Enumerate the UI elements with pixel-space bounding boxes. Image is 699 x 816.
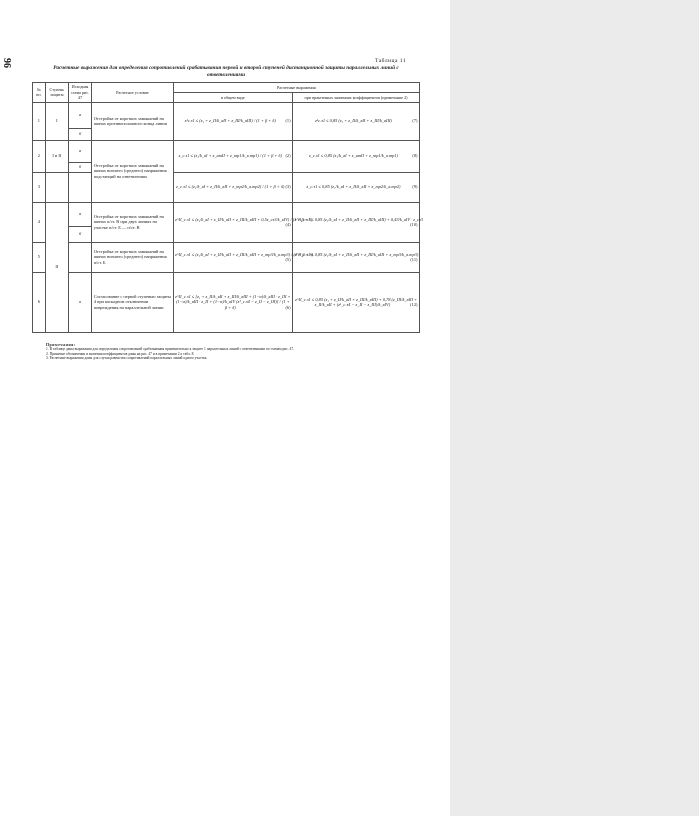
table-notes xyxy=(46,343,426,361)
formula-text: z_с.з1 ≤ 0,85 (z₁/k_вI + z_нтII + z_тр1/k_в.тр1) xyxy=(308,153,398,159)
formula-number: (7) xyxy=(412,118,418,124)
notes-heading: Примечания: xyxy=(46,343,76,347)
page-number: 96 xyxy=(1,58,12,68)
formula-general xyxy=(173,242,314,272)
formula-practical xyxy=(293,202,423,242)
formula-text: z_с.з1 ≤ (z₁/k_вI + z_нтII + z_тр1/k_в.тр1) / (1 + β + δ) xyxy=(178,153,282,159)
formula-number: (12) xyxy=(410,302,418,308)
row-num: 4 xyxy=(33,202,46,242)
header-num: № пп. xyxy=(33,83,46,103)
row-num: 2 xyxy=(33,140,46,172)
table-title: Расчетные выражения для определения сопротивлений срабатывания первой и второй ступеней дистанционной защиты параллельных линий с ответвлениями xyxy=(53,65,399,78)
row-stage: I и II xyxy=(45,140,68,172)
header-expressions: Расчетные выражения xyxy=(173,83,419,93)
row-scheme xyxy=(68,242,91,272)
row-stage xyxy=(45,172,68,202)
formula-text: z_с.з1 ≤ (z₁/k_вI + z_II/k_вII + z_тр2/k_в.тр2) / (1 + β + δ) xyxy=(176,184,285,190)
row-scheme: а xyxy=(68,202,91,226)
row-scheme: а xyxy=(68,102,91,128)
formula-general xyxy=(173,202,313,242)
row-condition: Отстройка от коротких замыканий на шинах п/ст. В при двух линиях на участке п/ст. Б — п/ст. В xyxy=(92,202,173,242)
formula-practical xyxy=(293,242,420,272)
formula-text: z_с.з1 ≤ 0,85 (z₁/k_вI + z_II/k_вII + z_тр2/k_в.тр2) xyxy=(306,184,401,190)
row-condition: Отстройка от коротких замыканий на шинах низшего (среднего) напряжения подстанций на ответвлениях xyxy=(92,140,173,202)
formula-practical xyxy=(293,140,420,172)
row-scheme xyxy=(68,172,91,202)
table-row xyxy=(33,140,420,162)
formula-text: z¹с.з1 ≤ 0,85 (z₁ + z_II/k_вII + z_III/k_вIII) xyxy=(315,118,392,124)
formula-number: (3) xyxy=(285,184,291,190)
formula-number: (8) xyxy=(412,153,418,159)
formula-general xyxy=(173,172,292,202)
note-item: 2. Принятые обозначения и значения коэффициентов даны на рис. 47 и в примечании 2 к табл. 8. xyxy=(46,351,195,356)
formula-text: z^II_с.з1 ≤ [z₁ + z_II/k_вII + z_III/k_вIII + (1−α)/k_вIII · z_III + (1−α)/k_вIII · z_II + (1−α)/k_вIV (z¹_с.з4 − z_II − z_III)] / (1 + β + δ) xyxy=(175,293,291,311)
table-body xyxy=(33,102,423,332)
row-scheme: б xyxy=(68,128,91,140)
formula-number: (1) xyxy=(285,118,291,124)
row-stage: I xyxy=(45,102,68,140)
header-practical: при практичных значениях коэффициентов (примечание 2) xyxy=(293,92,420,102)
row-num: 3 xyxy=(33,172,46,202)
row-num: 1 xyxy=(33,102,46,140)
row-condition: Отстройка от коротких замыканий на шинах противоположного конца линии xyxy=(92,102,173,140)
formula-text: z^II_с.з1 ≤ 0,85 (z₁/k_вI + z_II/k_вII + z_III/k_вIII) + 0,43/k_вIV · z_сз3 xyxy=(294,216,423,222)
formula-number: (6) xyxy=(285,305,291,311)
formula-practical xyxy=(293,172,420,202)
row-num: 6 xyxy=(33,272,46,332)
formula-text: z^II_с.з1 ≤ 0,85 (z₁ + z_II/k_вII + z_III/k_вIII) + 0,78 (z_III/k_вIII + z_II/k_вII + (z¹_с.з4 − z_II − z_III)/k_вIV) xyxy=(295,296,417,308)
formula-general xyxy=(173,272,292,332)
header-row-1 xyxy=(33,83,420,93)
header-general: в общем виде xyxy=(173,92,292,102)
formula-practical xyxy=(293,102,420,140)
formula-general xyxy=(173,140,292,172)
formula-text: z¹с.з1 ≤ (z₁ + z_II/k_вII + z_III/k_вIII) / (1 + β + δ) xyxy=(184,118,276,124)
formula-number: (10) xyxy=(410,222,418,228)
table-row xyxy=(33,202,420,226)
row-scheme: в xyxy=(68,272,91,332)
table-label: Таблица 11 xyxy=(375,58,407,64)
note-item: 3. Расчетные выражения даны для случая равенства сопротивлений параллельных линий одного участка. xyxy=(46,356,208,361)
row-condition: Отстройка от коротких замыканий на шинах низшего (среднего) напряжения п/ст. Б xyxy=(92,242,173,272)
formula-practical xyxy=(293,272,420,332)
formula-general xyxy=(173,102,292,140)
formula-number: (2) xyxy=(285,153,291,159)
formula-text: z^II_с.з1 ≤ (z₁/k_вI + z_II/k_вII + z_III/k_вIII + z_тр3/k_в.тр3) / (1 + β + δ) xyxy=(175,251,314,257)
header-condition: Расчетное условие xyxy=(92,83,173,103)
formula-number: (5) xyxy=(285,257,291,263)
row-scheme: б xyxy=(68,226,91,242)
row-scheme: б xyxy=(68,162,91,172)
note-item: 1. В таблице даны выражения для определения сопротивлений срабатывания применительно к защите 1 параллельных линий с ответвлениями по схемам рис. 47. xyxy=(46,347,295,352)
expressions-table xyxy=(32,82,423,333)
row-num: 5 xyxy=(33,242,46,272)
row-scheme: а xyxy=(68,140,91,162)
formula-number: (11) xyxy=(410,257,418,263)
header-scheme: Исходная схема рис. 47 xyxy=(68,83,91,103)
row-stage: II xyxy=(45,202,68,332)
viewer-background xyxy=(450,0,699,816)
header-stage: Ступень защиты xyxy=(45,83,68,103)
formula-number: (9) xyxy=(412,184,418,190)
table-row xyxy=(33,272,420,332)
formula-text: z^II_с.з1 ≤ (z₁/k_вI + z_II/k_вII + z_III/k_вIII + 0,5z_сз3/k_вIV) / (1 + β + δ) xyxy=(175,216,313,222)
table-row xyxy=(33,242,420,272)
table-row xyxy=(33,172,420,202)
row-condition: Согласование с первой ступенью защиты 4 при каскадном отключении повреждения на параллельной линии xyxy=(92,272,173,332)
formula-number: (4) xyxy=(285,222,291,228)
table-row xyxy=(33,102,420,128)
formula-text: z^II_с.з1 ≤ 0,85 (z₁/k_вI + z_II/k_вII + z_III/k_вIII + z_тр3/k_в.тр3) xyxy=(294,251,419,257)
